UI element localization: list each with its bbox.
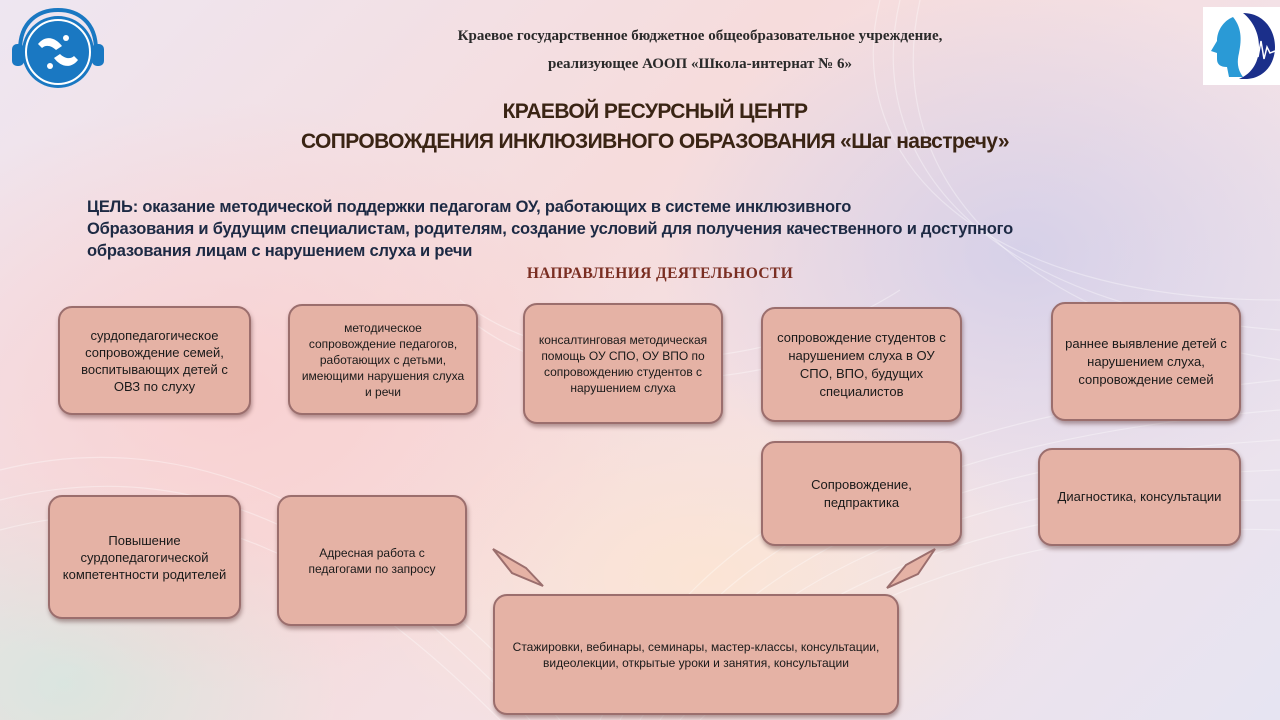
- direction-box-label: Адресная работа с педагогами по запросу: [308, 545, 436, 576]
- goal-line-2: Образования и будущим специалистам, родителям, создание условий для получения качественного и доступного: [87, 220, 1013, 238]
- direction-box-teacher-support: [288, 304, 478, 415]
- goal-statement: [87, 196, 1197, 262]
- org-line-1: Краевое государственное бюджетное общеобразовательное учреждение,: [457, 28, 943, 44]
- direction-box-student-support: [761, 307, 962, 422]
- direction-box-label: Сопровождение, педпрактика: [811, 476, 912, 510]
- direction-box-early-detection: [1051, 302, 1241, 421]
- goal-line-1: ЦЕЛЬ: оказание методической поддержки педагогам ОУ, работающих в системе инклюзивного: [87, 198, 852, 216]
- direction-box-label: Диагностика, консультации: [1057, 489, 1222, 504]
- direction-box-events: [493, 594, 899, 715]
- direction-box-parent-competence: [48, 495, 241, 619]
- direction-box-targeted-work: [277, 495, 467, 626]
- face-profile-sound-logo-icon: [1203, 7, 1280, 85]
- direction-box-label: сопровождение студентов с нарушением слуха в ОУ СПО, ВПО, будущих специалистов: [777, 329, 946, 399]
- direction-box-practice: [761, 441, 962, 546]
- direction-box-consulting: [523, 303, 723, 424]
- direction-box-label: консалтинговая методическая помощь ОУ СПО, ОУ ВПО по сопровождению студентов с нарушением слуха: [538, 332, 708, 395]
- page-title: [150, 97, 1160, 157]
- direction-box-family-support: [58, 306, 251, 415]
- org-line-2: реализующее АООП «Школа-интернат № 6»: [548, 56, 852, 72]
- direction-box-label: сурдопедагогическое сопровождение семей, воспитывающих детей с ОВЗ по слуху: [81, 327, 228, 394]
- arrow-connector-right: [887, 549, 935, 588]
- organization-name: [300, 22, 1100, 78]
- arrow-connector-left: [493, 549, 543, 586]
- direction-box-label: Повышение сурдопедагогической компетентности родителей: [62, 532, 227, 582]
- title-line-1: КРАЕВОЙ РЕСУРСНЫЙ ЦЕНТР: [502, 100, 808, 123]
- direction-box-label: раннее выявление детей с нарушением слуха, сопровождение семей: [1065, 335, 1227, 387]
- direction-box-diagnostics: [1038, 448, 1241, 546]
- direction-box-label: Стажировки, вебинары, семинары, мастер-классы, консультации, видеолекции, открытые уроки и занятия, консультации: [512, 639, 880, 670]
- goal-line-3: образования лицам с нарушением слуха и речи: [87, 242, 473, 260]
- direction-box-label: методическое сопровождение педагогов, работающих с детьми, имеющими нарушения слуха и речи: [301, 320, 465, 399]
- title-line-2: СОПРОВОЖДЕНИЯ ИНКЛЮЗИВНОГО ОБРАЗОВАНИЯ «Шаг навстречу»: [300, 130, 1009, 153]
- sign-language-hands-logo-icon: [8, 4, 108, 96]
- directions-heading: НАПРАВЛЕНИЯ ДЕЯТЕЛЬНОСТИ: [526, 265, 794, 282]
